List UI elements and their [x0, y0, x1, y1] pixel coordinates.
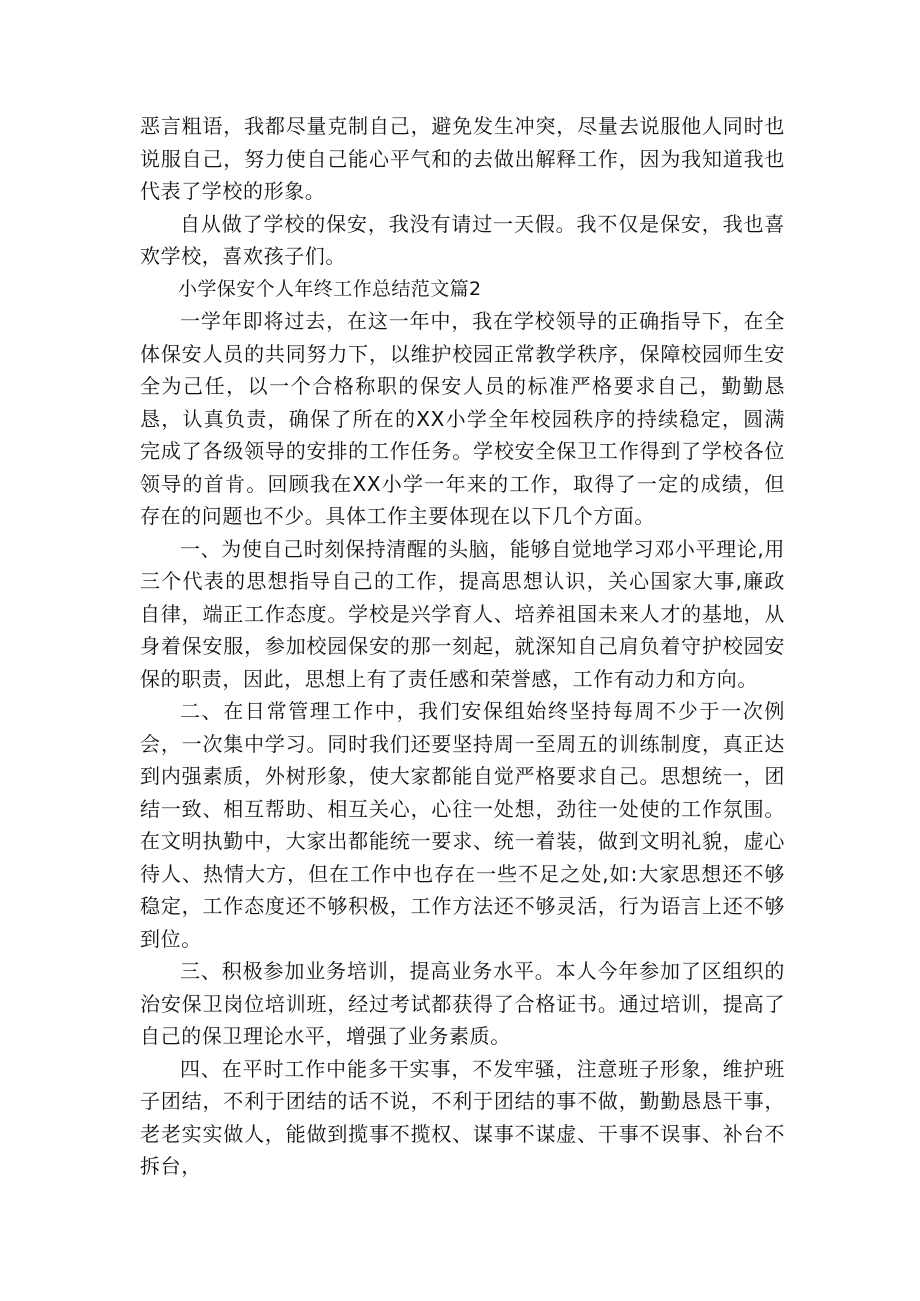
paragraph-point-2: 二、在日常管理工作中，我们安保组始终坚持每周不少于一次例会，一次集中学习。同时我们还要坚持周一至周五的训练制度，真正达到内强素质，外树形象，使大家都能自觉严格要求自己。思想统一，团结一致、相互帮助、相互关心，心往一处想，劲往一处使的工作氛围。在文明执勤中，大家出都能统一要求、统一着装，做到文明礼貌，虚心待人、热情大方，但在工作中也存在一些不足之处,如:大家思想还不够稳定，工作态度还不够积极，工作方法还不够灵活，行为语言上还不够到位。 [140, 699, 785, 951]
document-page [140, 110, 785, 1183]
paragraph-continued: 恶言粗语，我都尽量克制自己，避免发生冲突，尽量去说服他人同时也说服自己，努力使自己能心平气和的去做出解释工作，因为我知道我也代表了学校的形象。 [140, 114, 785, 203]
paragraph-intro: 一学年即将过去，在这一年中，我在学校领导的正确指导下，在全体保安人员的共同努力下，以维护校园正常教学秩序，保障校园师生安全为己任，以一个合格称职的保安人员的标准严格要求自己，勤勤恳恳，认真负责，确保了所在的XX小学全年校园秩序的持续稳定，圆满完成了各级领导的安排的工作任务。学校安全保卫工作得到了学校各位领导的首肯。回顾我在XX小学一年来的工作，取得了一定的成绩，但存在的问题也不少。具体工作主要体现在以下几个方面。 [140, 309, 785, 528]
paragraph-point-4: 四、在平时工作中能多干实事，不发牢骚，注意班子形象，维护班子团结，不利于团结的话不说，不利于团结的事不做，勤勤恳恳干事，老老实实做人，能做到揽事不揽权、谋事不谋虚、干事不误事、补台不拆台， [140, 1056, 785, 1178]
section-title: 小学保安个人年终工作总结范文篇2 [178, 277, 482, 300]
paragraph-no-leave: 自从做了学校的保安，我没有请过一天假。我不仅是保安，我也喜欢学校，喜欢孩子们。 [140, 211, 785, 268]
paragraph-point-3: 三、积极参加业务培训，提高业务水平。本人今年参加了区组织的治安保卫岗位培训班，经过考试都获得了合格证书。通过培训，提高了自己的保卫理论水平，增强了业务素质。 [140, 959, 785, 1048]
paragraph-point-1: 一、为使自己时刻保持清醒的头脑，能够自觉地学习邓小平理论,用三个代表的思想指导自己的工作，提高思想认识，关心国家大事,廉政自律，端正工作态度。学校是兴学育人、培养祖国未来人才的基地，从身着保安服，参加校园保安的那一刻起，就深知自己肩负着守护校园安保的职责，因此，思想上有了责任感和荣誉感，工作有动力和方向。 [140, 536, 785, 691]
